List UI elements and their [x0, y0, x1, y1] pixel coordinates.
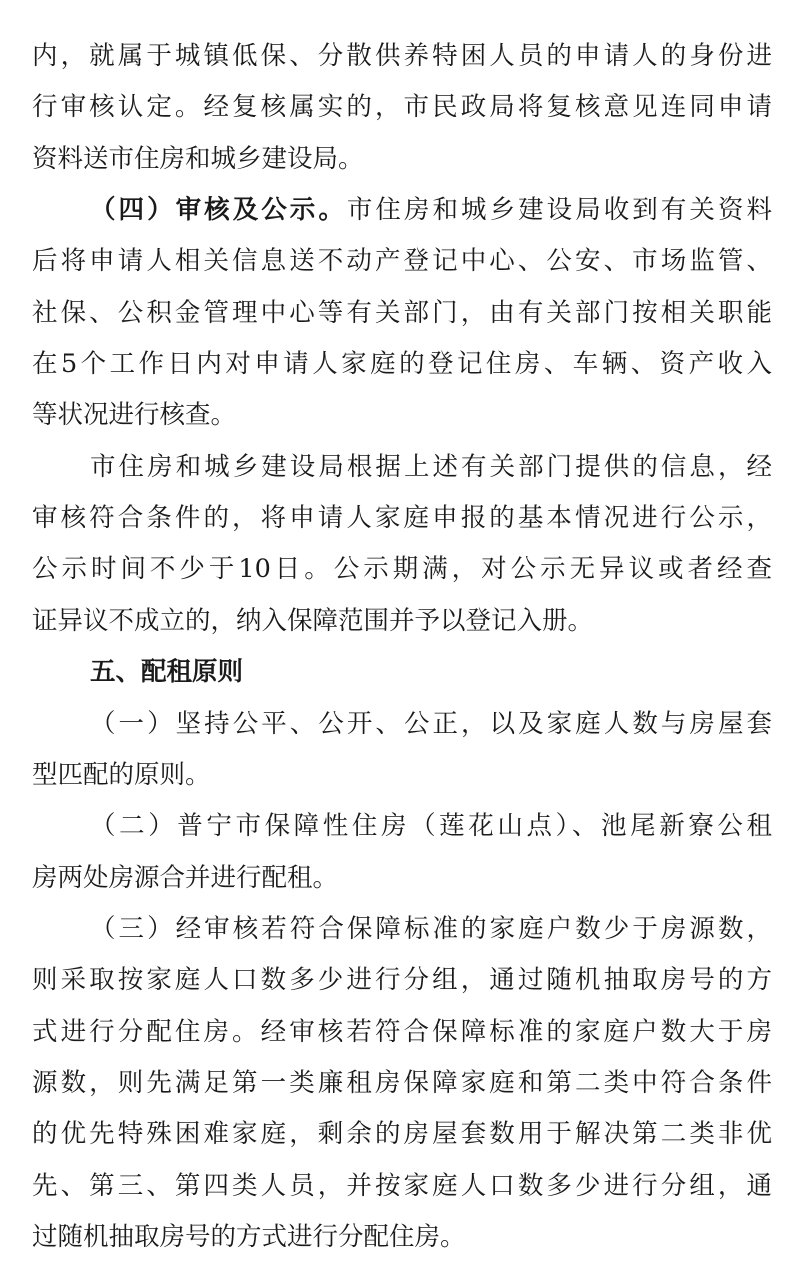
paragraph-line: 则采取按家庭人口数多少进行分组，通过随机抽取房号的方 [32, 965, 772, 996]
paragraph-line: 市住房和城乡建设局根据上述有关部门提供的信息，经 [90, 451, 772, 482]
section-heading: 五、配租原则 [90, 657, 244, 688]
section-4-lead-continuation: 市住房和城乡建设局收到有关资料 [346, 195, 772, 226]
paragraph-line: 式进行分配住房。经审核若符合保障标准的家庭户数大于房 [32, 1016, 772, 1047]
paragraph-line: 审核符合条件的，将申请人家庭申报的基本情况进行公示， [32, 503, 772, 534]
paragraph-line: 在5个工作日内对申请人家庭的登记住房、车辆、资产收入 [32, 349, 772, 380]
paragraph-line: 内，就属于城镇低保、分散供养特困人员的申请人的身份进 [32, 41, 772, 71]
paragraph-line: 证异议不成立的，纳入保障范围并予以登记入册。 [32, 605, 594, 636]
paragraph-line: 过随机抽取房号的方式进行分配住房。 [32, 1222, 466, 1252]
paragraph-line: （一）坚持公平、公开、公正，以及家庭人数与房屋套 [90, 708, 772, 739]
paragraph-line: 公示时间不少于10日。公示期满，对公示无异议或者经查 [32, 554, 772, 585]
paragraph-line: （三）经审核若符合保障标准的家庭户数少于房源数， [90, 913, 772, 944]
paragraph-line: 资料送市住房和城乡建设局。 [32, 143, 364, 174]
section-4-lead: （四）审核及公示。 [90, 195, 347, 226]
paragraph-line: 后将申请人相关信息送不动产登记中心、公安、市场监管、 [32, 246, 772, 277]
paragraph-line: （二）普宁市保障性住房（莲花山点）、池尾新寮公租 [90, 811, 772, 842]
paragraph-line: 房两处房源合并进行配租。 [32, 862, 339, 893]
paragraph-line: 社保、公积金管理中心等有关部门，由有关部门按相关职能 [32, 297, 772, 328]
paragraph-line: 源数，则先满足第一类廉租房保障家庭和第二类中符合条件 [32, 1067, 772, 1098]
paragraph-line: 行审核认定。经复核属实的，市民政局将复核意见连同申请 [32, 92, 772, 123]
paragraph-line: 先、第三、第四类人员，并按家庭人口数多少进行分组，通 [32, 1170, 772, 1201]
paragraph-line: 的优先特殊困难家庭，剩余的房屋套数用于解决第二类非优 [32, 1119, 772, 1150]
paragraph-line: 等状况进行核查。 [32, 400, 237, 431]
section-4-first-line [90, 194, 772, 226]
paragraph-line: 型匹配的原则。 [32, 759, 211, 790]
